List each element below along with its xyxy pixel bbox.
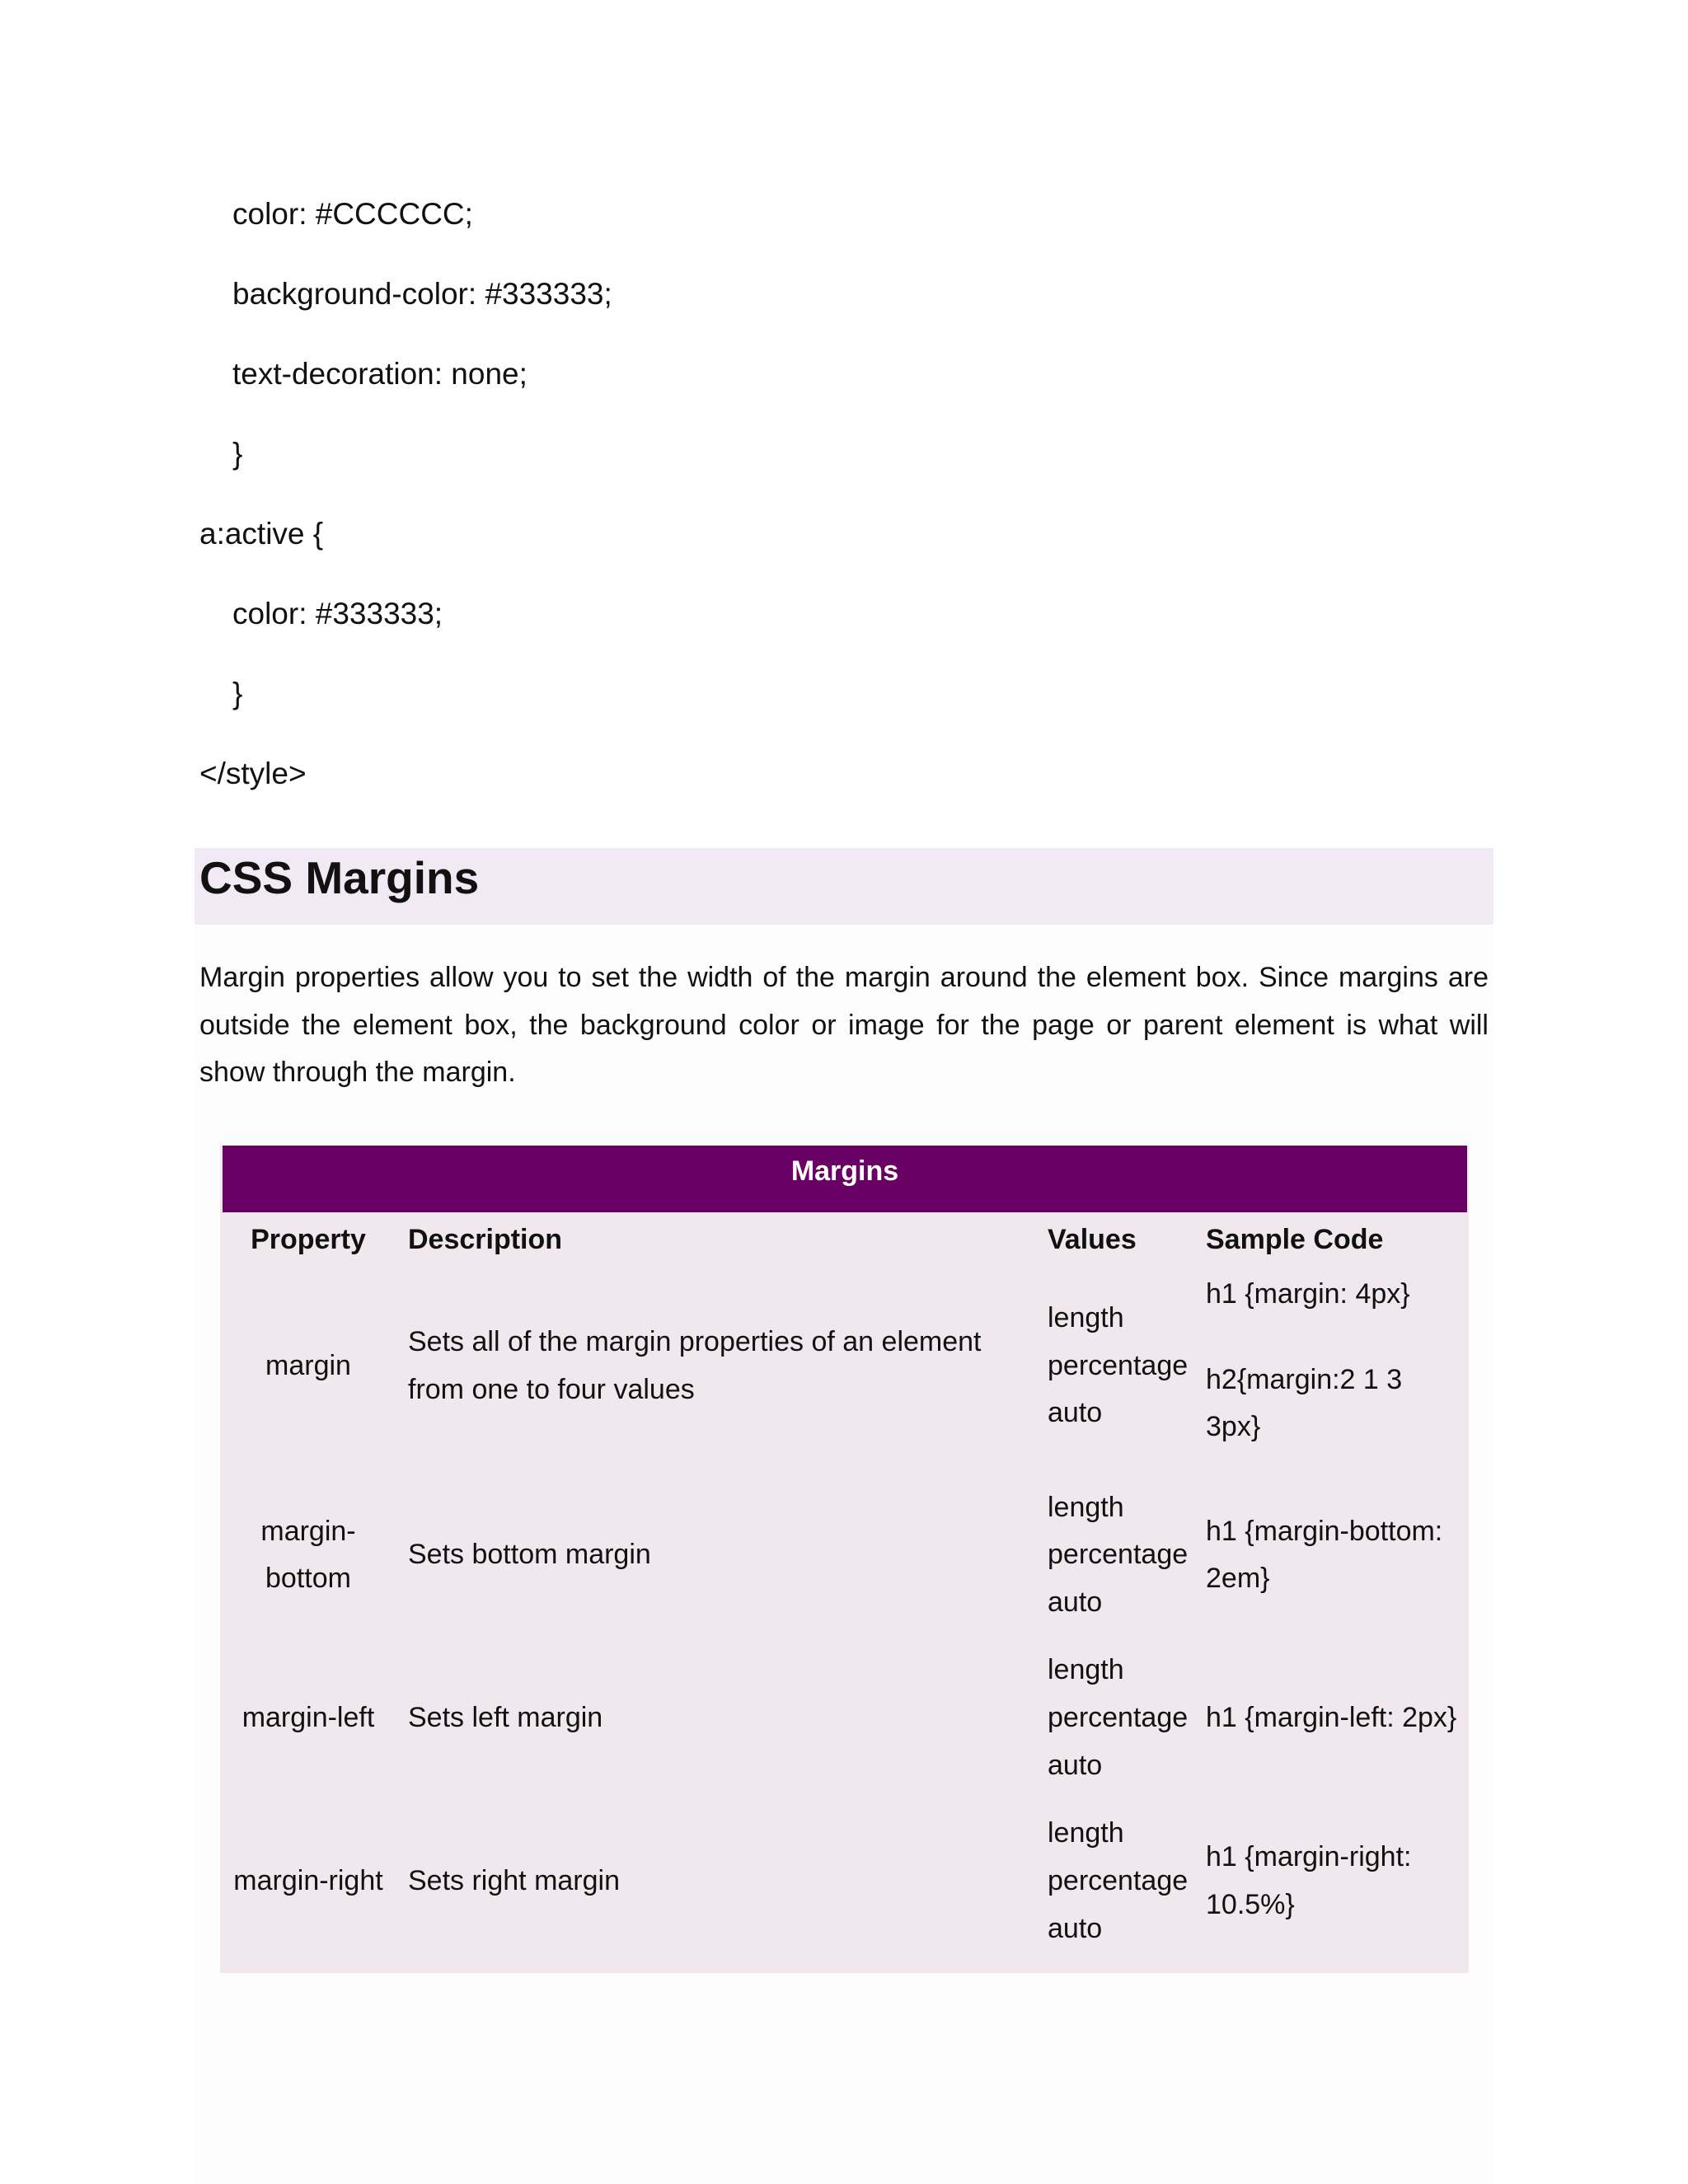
cell-value: length [1048, 1654, 1124, 1685]
cell-sample-code: 2em} [1206, 1563, 1270, 1594]
intro-paragraph: Margin properties allow you to set the width of the margin around the element box. Since margins are outside the element box, the background color or image for the page or parent element is what will show through the margin. [199, 962, 1489, 1088]
code-line: } [232, 437, 243, 471]
cell-sample-code: h1 {margin-right: [1206, 1841, 1412, 1872]
cell-description: Sets bottom margin [408, 1539, 651, 1570]
cell-description: Sets all of the margin properties of an element [408, 1326, 982, 1357]
cell-value: auto [1048, 1913, 1103, 1944]
code-line: background-color: #333333; [232, 277, 612, 311]
cell-value: percentage [1048, 1865, 1189, 1896]
cell-value: length [1048, 1492, 1124, 1523]
code-line: color: #CCCCCC; [232, 197, 473, 231]
code-line: a:active { [199, 517, 324, 551]
header-sample-code: Sample Code [1206, 1224, 1384, 1255]
cell-description: Sets left margin [408, 1702, 603, 1733]
cell-value: percentage [1048, 1350, 1189, 1381]
header-values: Values [1048, 1224, 1137, 1255]
cell-sample-code: h2{margin:2 1 3 [1206, 1364, 1403, 1395]
cell-value: length [1048, 1817, 1124, 1849]
code-line: } [232, 677, 243, 710]
cell-property: bottom [265, 1563, 351, 1594]
cell-value: auto [1048, 1397, 1103, 1428]
code-line: </style> [199, 757, 307, 790]
cell-value: percentage [1048, 1702, 1189, 1733]
header-property: Property [251, 1224, 366, 1255]
cell-sample-code: h1 {margin: 4px} [1206, 1278, 1410, 1310]
cell-sample-code: 3px} [1206, 1411, 1261, 1442]
section-heading: CSS Margins [199, 852, 480, 903]
section-heading-bar [195, 848, 1493, 925]
cell-property: margin-right [233, 1865, 383, 1896]
cell-property: margin-left [241, 1702, 375, 1733]
cell-property: margin [265, 1350, 351, 1381]
cell-value: auto [1048, 1586, 1103, 1618]
table-title: Margins [223, 1146, 1467, 1212]
cell-sample-code: 10.5%} [1206, 1889, 1295, 1920]
code-line: text-decoration: none; [232, 357, 528, 391]
cell-description: from one to four values [408, 1374, 695, 1405]
cell-value: percentage [1048, 1539, 1189, 1570]
cell-property: margin- [260, 1516, 356, 1547]
cell-value: length [1048, 1302, 1124, 1333]
cell-sample-code: h1 {margin-left: 2px} [1206, 1702, 1457, 1733]
header-description: Description [408, 1224, 563, 1255]
margins-table [220, 1146, 1469, 1973]
code-line: color: #333333; [232, 597, 443, 630]
cell-sample-code: h1 {margin-bottom: [1206, 1516, 1443, 1547]
cell-value: auto [1048, 1750, 1103, 1781]
cell-description: Sets right margin [408, 1865, 620, 1896]
